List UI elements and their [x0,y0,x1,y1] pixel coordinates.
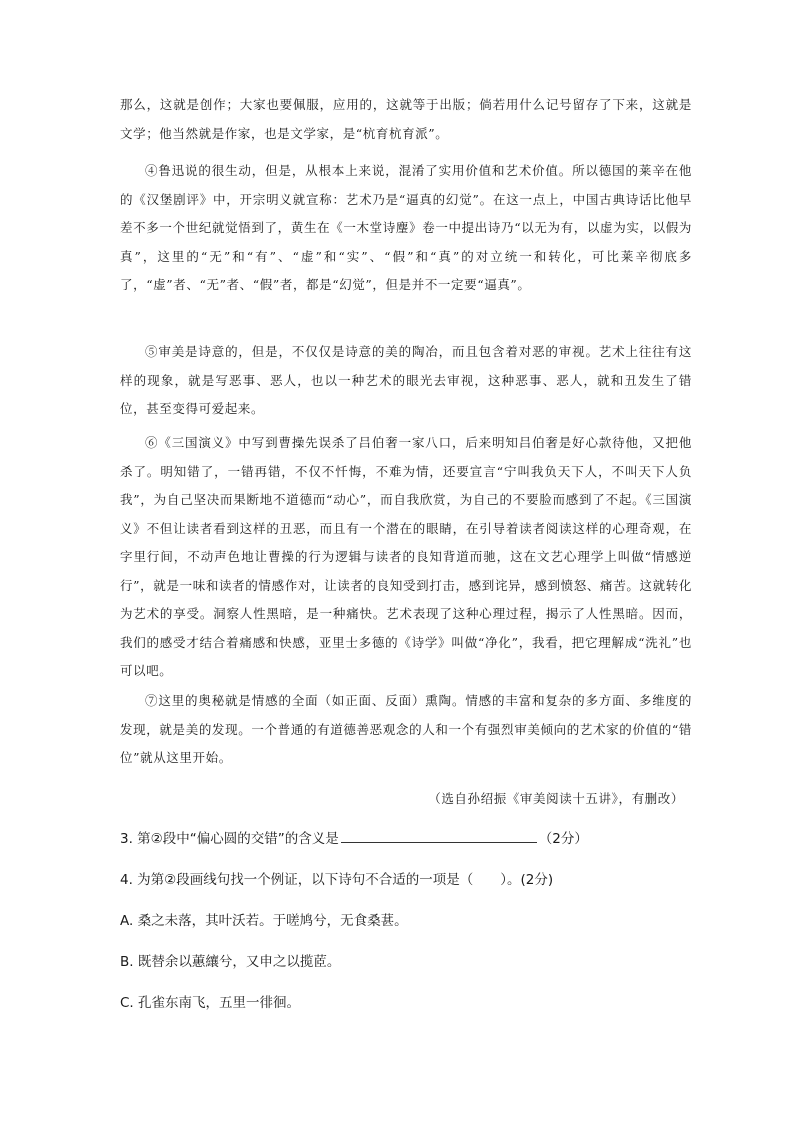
question-3 [120,827,692,851]
option-c: C. 孔雀东南飞，五里一徘徊。 [120,995,301,1011]
question-3-score: （2分） [538,831,588,847]
option-a: A. 桑之未落，其叶沃若。于嗟鸠兮，无食桑葚。 [120,913,408,929]
question-4: 4. 为第②段画线句找一个例证，以下诗句不合适的一项是（ ）。(2分) [120,872,554,888]
question-3-text: 3. 第②段中“偏心圆的交错”的含义是 [120,831,339,847]
paragraph-4: ④鲁迅说的很生动，但是，从根本上来说，混淆了实用价值和艺术价值。所以德国的莱辛在他的《汉堡剧评》中，开宗明义就宣称：艺术乃是“逼真的幻觉”。在这一点上，中国古典诗话比他早差不多一个世纪就觉悟到了，黄生在《一木堂诗麈》卷一中提出诗乃“以无为有，以虚为实，以假为真”，这里的“无”和“有”、“虚”和“实”、“假”和“真”的对立统一和转化，可比莱辛彻底多了，“虚”者、“无”者、“假”者，都是“幻觉”，但是并不一定要“逼真”。 [120,163,692,292]
paragraph-intro: 那么，这就是创作；大家也要佩服，应用的，这就等于出版；倘若用什么记号留存了下来，这就是文学；他当然就是作家，也是文学家，是“杭育杭育派”。 [120,97,692,141]
paragraph-7: ⑦这里的奥秘就是情感的全面（如正面、反面）熏陶。情感的丰富和复杂的多方面、多维度的发现，就是美的发现。一个普通的有道德善恶观念的人和一个有强烈审美倾向的艺术家的价值的“错位”就从这里开始。 [120,693,692,765]
source-citation: （选自孙绍振《审美阅读十五讲》，有删改） [428,791,684,806]
paragraph-5: ⑤审美是诗意的，但是，不仅仅是诗意的美的陶冶，而且包含着对恶的审视。艺术上往往有这样的现象，就是写恶事、恶人，也以一种艺术的眼光去审视，这种恶事、恶人，就和丑发生了错位，甚至变得可爱起来。 [120,344,692,416]
answer-blank[interactable] [341,827,537,843]
option-b: B. 既替余以蕙纕兮，又申之以揽茝。 [120,954,341,970]
paragraph-6: ⑥《三国演义》中写到曹操先误杀了吕伯奢一家八口，后来明知吕伯奢是好心款待他，又把他杀了。明知错了，一错再错，不仅不忏悔，不难为情，还要宣言“宁叫我负天下人，不叫天下人负我”，为自己坚决而果断地不道德而“动心”，而自我欣赏，为自己的不要脸而感到了不起。《三国演义》不但让读者看到这样的丑恶，而且有一个潜在的眼睛，在引导着读者阅读这样的心理奇观，在字里行间，不动声色地让曹操的行为逻辑与读者的良知背道而驰，这在文艺心理学上叫做“情感逆行”，就是一味和读者的情感作对，让读者的良知受到打击，感到诧异，感到愤怒、痛苦。这就转化为艺术的享受。洞察人性黑暗，是一种痛快。艺术表现了这种心理过程，揭示了人性黑暗。因而，我们的感受才结合着痛感和快感，亚里士多德的《诗学》叫做“净化”，我看，把它理解成“洗礼”也可以吧。 [120,435,692,678]
